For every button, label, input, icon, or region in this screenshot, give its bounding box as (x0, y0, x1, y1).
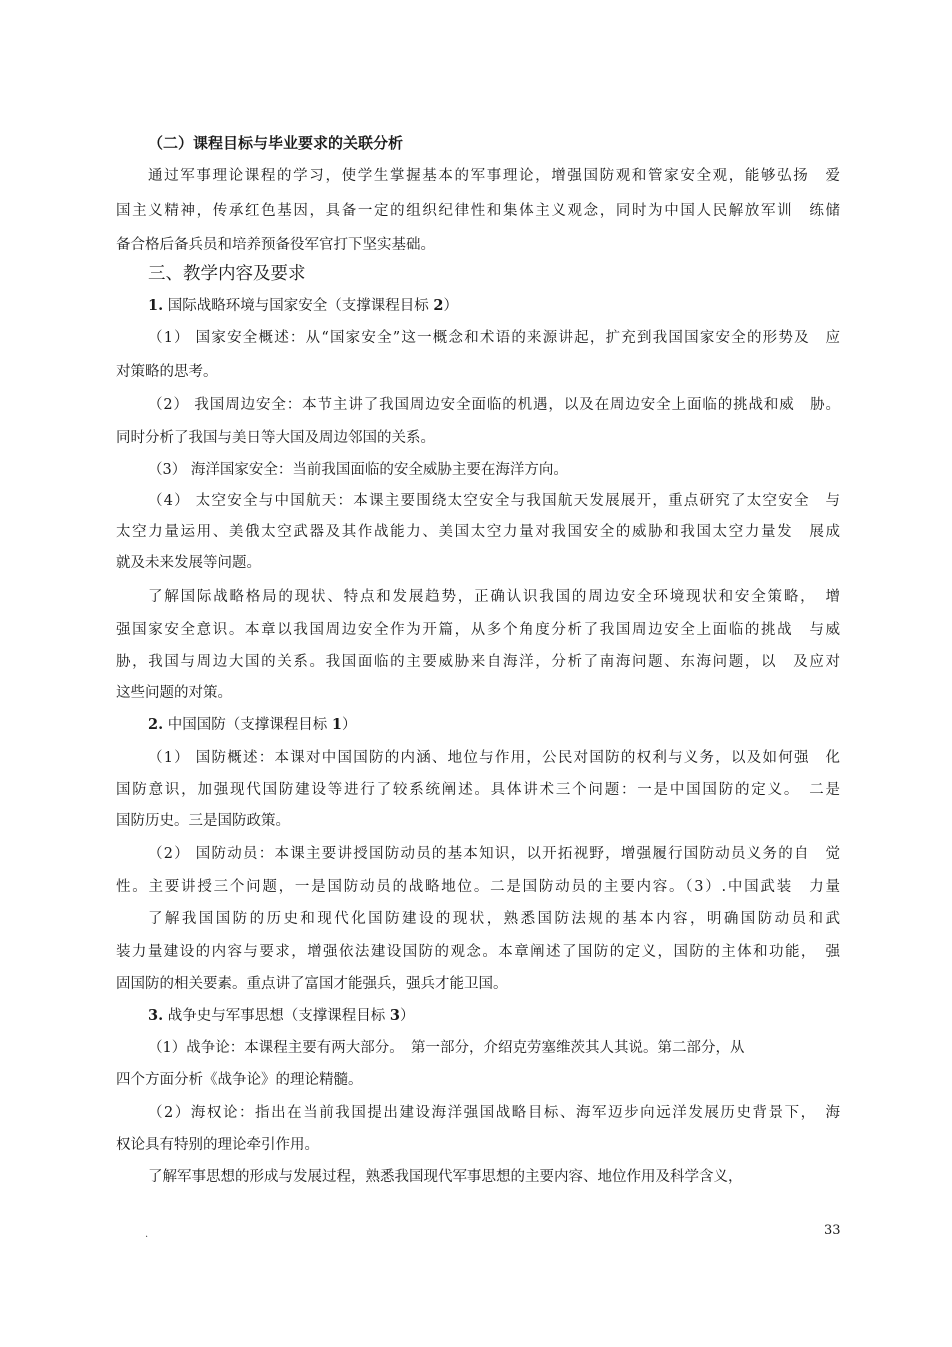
subsection-title: 国际战略环境与国家安全（支撑课程目标 (167, 298, 429, 314)
paragraph-line: （1）战争论：本课程主要有两大部分。 第一部分，介绍克劳塞维茨其人其说。第二部分，从 (148, 1040, 745, 1056)
subsection-title: 战争史与军事思想（支撑课程目标 (167, 1008, 386, 1024)
intro-line: 国主义精神，传承红色基因，具备一定的组织纪律性和集体主义观念，同时为中国人民解放军训 练储 (116, 203, 840, 219)
paragraph-line: 国防历史。三是国防政策。 (116, 813, 290, 829)
paragraph-line: 太空力量运用、美俄太空武器及其作战能力、美国太空力量对我国安全的威胁和我国太空力量发 展成 (116, 524, 840, 540)
paragraph-line: 固国防的相关要素。重点讲了富国才能强兵，强兵才能卫国。 (116, 976, 508, 992)
subsection-title-1: 1. 国际战略环境与国家安全（支撑课程目标 2） (148, 297, 458, 314)
paragraph-line: （2） 我国周边安全：本节主讲了我国周边安全面临的机遇，以及在周边安全上面临的挑战和威 胁。 (148, 397, 840, 413)
paragraph-line: 对策略的思考。 (116, 364, 218, 380)
footer-mark: . (145, 1229, 149, 1240)
paragraph-line: 这些问题的对策。 (116, 685, 232, 701)
paragraph-line: （1） 国家安全概述：从“国家安全”这一概念和术语的来源讲起，扩充到我国国家安全的形势及 应 (148, 330, 840, 346)
subsection-title-2: 2. 中国国防（支撑课程目标 1） (148, 716, 357, 733)
paragraph-line: （1） 国防概述：本课对中国国防的内涵、地位与作用，公民对国防的权利与义务，以及如何强 化 (148, 750, 840, 766)
paragraph-line: （2）海权论：指出在当前我国提出建设海洋强国战略目标、海军迈步向远洋发展历史背景下， 海 (148, 1105, 840, 1121)
subsection-title: 中国国防（支撑课程目标 (167, 717, 328, 733)
paragraph-line: （2） 国防动员：本课主要讲授国防动员的基本知识，以开拓视野，增强履行国防动员义务的自 觉 (148, 846, 840, 862)
page-number: 33 (824, 1223, 841, 1238)
paragraph-line: 就及未来发展等问题。 (116, 555, 261, 571)
paragraph-line: 了解国际战略格局的现状、特点和发展趋势，正确认识我国的周边安全环境现状和安全策略， 增 (148, 589, 840, 605)
paragraph-line: 国防意识，加强现代国防建设等进行了较系统阐述。具体讲术三个问题：一是中国国防的定义。 二是 (116, 782, 840, 798)
paragraph-line: 权论具有特别的理论牵引作用。 (116, 1137, 319, 1153)
intro-line: 通过军事理论课程的学习，使学生掌握基本的军事理论，增强国防观和管家安全观，能够弘扬 爱 (148, 168, 840, 184)
subsection-number: 3. (148, 1007, 164, 1024)
paragraph-line: 强国家安全意识。本章以我国周边安全作为开篇，从多个角度分析了我国周边安全上面临的挑战 与威 (116, 622, 840, 638)
paragraph-line: （3） 海洋国家安全：当前我国面临的安全威胁主要在海洋方向。 (148, 462, 568, 478)
paragraph-line: 同时分析了我国与美日等大国及周边邻国的关系。 (116, 430, 435, 446)
chapter-heading: 三、教学内容及要求 (148, 264, 306, 284)
subsection-target: 2 (433, 297, 444, 314)
paragraph-line: 了解军事思想的形成与发展过程，熟悉我国现代军事思想的主要内容、地位作用及科学含义， (148, 1169, 743, 1185)
subsection-number: 1. (148, 297, 164, 314)
paragraph-line: 胁，我国与周边大国的关系。我国面临的主要威胁来自海洋，分析了南海问题、东海问题，以 及应对 (116, 654, 840, 670)
subsection-target: 1 (331, 716, 342, 733)
subsection-target: 3 (389, 1007, 400, 1024)
paragraph-line: 四个方面分析《战争论》的理论精髓。 (116, 1072, 363, 1088)
section-heading: （二）课程目标与毕业要求的关联分析 (148, 134, 404, 152)
paragraph-line: 性。主要讲授三个问题，一是国防动员的战略地位。二是国防动员的主要内容。（3）.中国武装 力量 (116, 879, 840, 895)
subsection-number: 2. (148, 716, 164, 733)
subsection-title-3: 3. 战争史与军事思想（支撑课程目标 3） (148, 1007, 415, 1024)
intro-line: 备合格后备兵员和培养预备役军官打下坚实基础。 (116, 237, 435, 253)
paragraph-line: 了解我国国防的历史和现代化国防建设的现状，熟悉国防法规的基本内容，明确国防动员和武 (148, 911, 840, 927)
paragraph-line: 装力量建设的内容与要求，增强依法建设国防的观念。本章阐述了国防的定义，国防的主体和功能， 强 (116, 944, 840, 960)
paragraph-line: （4） 太空安全与中国航天：本课主要围绕太空安全与我国航天发展展开，重点研究了太空安全 与 (148, 493, 840, 509)
